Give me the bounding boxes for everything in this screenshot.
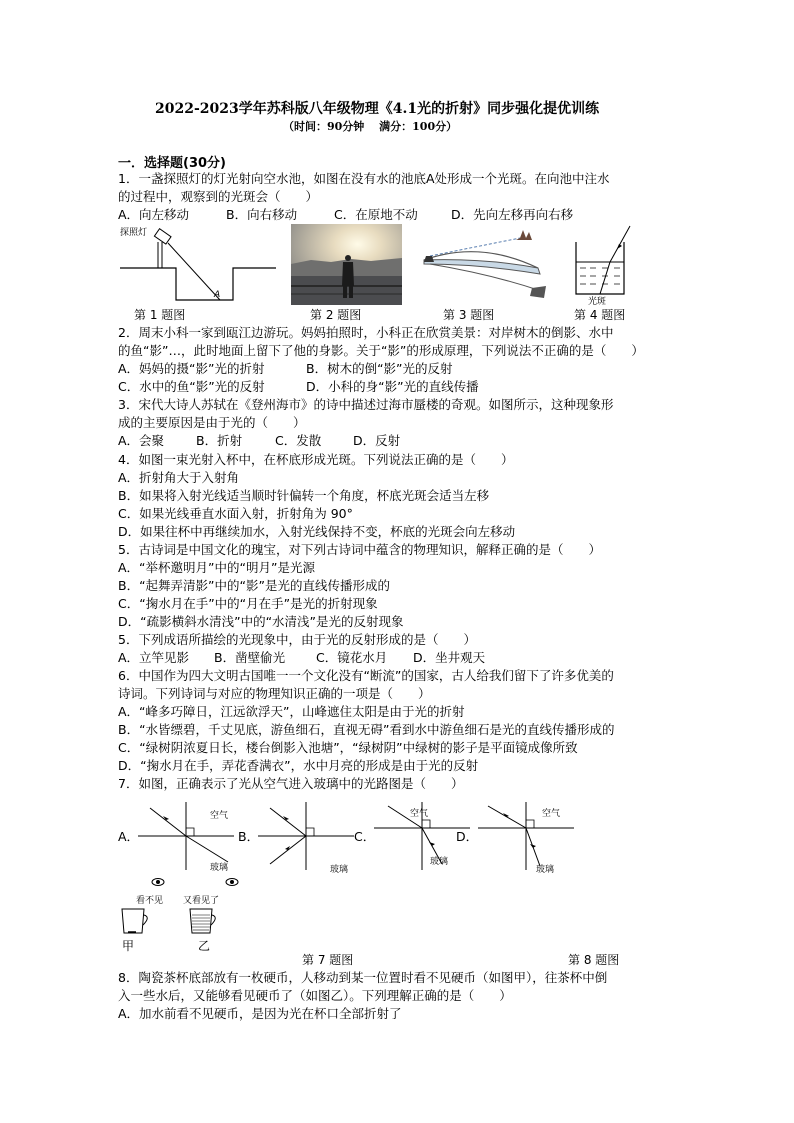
fig1-caption: 第 1 题图: [134, 308, 186, 322]
section-heading: 一．选择题(30分): [118, 156, 226, 171]
q3-option-c: C．发散: [275, 433, 322, 448]
q4-option-c: C．如果光线垂直水面入射，折射角为 90°: [118, 506, 353, 521]
q1-option-d: D．先向左移再向右移: [451, 207, 574, 222]
q3-line2: 成的主要原因是由于光的（ ）: [118, 415, 306, 430]
q3-line1: 3．宋代大诗人苏轼在《登州海市》的诗中描述过海市蜃楼的奇观。如图所示，这种现象形: [118, 397, 614, 412]
page-title: 2022-2023学年苏科版八年级物理《4.1光的折射》同步强化提优训练: [155, 101, 600, 117]
q6-option-b: B．“水皆缥碧，千丈见底，游鱼细石，直视无碍”看到水中游鱼细石是光的直线传播形成的: [118, 722, 615, 737]
q7-d-air-label: 空气: [542, 809, 561, 819]
q5a-option-b: B．“起舞弄清影”中的“影”是光的直线传播形成的: [118, 578, 390, 593]
q1-line1: 1．一盏探照灯的灯光射向空水池，如图在没有水的池底A处形成一个光斑。在向池中注水: [118, 171, 610, 186]
q4-option-b: B．如果将入射光线适当顺时针偏转一个角度，杯底光斑会适当左移: [118, 488, 490, 503]
q7-option-d-letter: D．: [456, 829, 479, 844]
fig7-caption: 第 7 题图: [302, 953, 354, 967]
q7-c-air-label: 空气: [410, 809, 429, 819]
q7-line1: 7．如图，正确表示了光从空气进入玻璃中的光路图是（ ）: [118, 776, 464, 791]
q5a-line1: 5．古诗词是中国文化的瑰宝，对下列古诗词中蕴含的物理知识，解释正确的是（ ）: [118, 542, 601, 557]
q5b-option-a: A．立竿见影: [118, 650, 190, 665]
q4-option-d: D．如果往杯中再继续加水，入射光线保持不变，杯底的光斑会向左移动: [118, 524, 516, 539]
q1-option-a: A．向左移动: [118, 207, 190, 222]
fig1-point-label: A: [214, 290, 221, 300]
q4-line1: 4．如图一束光射入杯中，在杯底形成光斑。下列说法正确的是（ ）: [118, 452, 514, 467]
q5b-line1: 5．下列成语所描绘的光现象中，由于光的反射形成的是（ ）: [118, 632, 476, 647]
fig1-pool-diagram: [118, 228, 278, 304]
q8-line2: 入一些水后，又能够看见硬币了（如图乙）。下列理解正确的是（ ）: [118, 988, 512, 1003]
fig4-caption: 第 4 题图: [574, 308, 626, 322]
q5b-option-d: D．坐井观天: [413, 650, 486, 665]
q3-option-a: A．会聚: [118, 433, 165, 448]
q2-option-a: A．妈妈的摄“影”光的折射: [118, 361, 265, 376]
fig8-cup-right-label: 乙: [198, 939, 211, 953]
q5a-option-a: A．“举杯邀明月”中的“明月”是光源: [118, 560, 315, 575]
q3-option-b: B．折射: [196, 433, 243, 448]
q3-option-d: D．反射: [353, 433, 401, 448]
q6-option-a: A．“峰多巧障日，江远欲浮天”，山峰遮住太阳是由于光的折射: [118, 704, 465, 719]
fig8-eye-right-icon: [224, 876, 240, 888]
fig1-lamp-label: 探照灯: [120, 228, 148, 238]
fig4-spot-label: 光斑: [588, 297, 607, 307]
q5b-option-c: C．镜花水月: [316, 650, 388, 665]
q6-option-d: D．“掬水月在手，弄花香满衣”，水中月亮的形成是由于光的反射: [118, 758, 479, 773]
q4-option-a: A．折射角大于入射角: [118, 470, 240, 485]
fig8-cup-left: [118, 907, 152, 937]
q7-a-air-label: 空气: [210, 811, 229, 821]
q5a-option-d: D．“疏影横斜水清浅”中的“水清浅”是光的反射现象: [118, 614, 404, 629]
fig8-cup-left-label: 甲: [122, 939, 135, 953]
q1-option-b: B．向右移动: [226, 207, 298, 222]
q7-diagram-d: [476, 800, 576, 872]
q8-option-a: A．加水前看不见硬币，是因为光在杯口全部折射了: [118, 1006, 402, 1021]
q6-line1: 6．中国作为四大文明古国唯一一个文化没有“断流”的国家，古人给我们留下了许多优美的: [118, 668, 614, 683]
q8-line1: 8．陶瓷茶杯底部放有一枚硬币，人移动到某一位置时看不见硬币（如图甲），往茶杯中倒: [118, 970, 608, 985]
fig2-photo: [291, 224, 402, 305]
q5a-option-c: C．“掬水月在手”中的“月在手”是光的折射现象: [118, 596, 378, 611]
q2-option-d: D．小科的身“影”光的直线传播: [306, 379, 479, 394]
fig4-cup-diagram: [572, 224, 634, 304]
fig8-caption: 第 8 题图: [568, 953, 620, 967]
q2-line1: 2．周末小科一家到瓯江边游玩。妈妈拍照时，小科正在欣赏美景：对岸树木的倒影、水中: [118, 325, 614, 340]
fig2-caption: 第 2 题图: [310, 308, 362, 322]
fig8-eye-left-icon: [150, 876, 166, 888]
fig3-mirage-diagram: [420, 228, 560, 304]
page-subtitle: （时间：90分钟 满分：100分）: [283, 120, 458, 133]
fig8-cup-right: [186, 907, 220, 937]
q7-option-b-letter: B．: [238, 829, 260, 844]
q6-option-c: C．“绿树阴浓夏日长，楼台倒影入池塘”，“绿树阴”中绿树的影子是平面镜成像所致: [118, 740, 578, 755]
fig8-label-left: 看不见: [136, 896, 164, 906]
q7-option-c-letter: C．: [354, 829, 376, 844]
q7-b-glass-label: 玻璃: [330, 865, 349, 875]
q2-option-c: C．水中的鱼“影”光的反射: [118, 379, 265, 394]
q6-line2: 诗词。下列诗词与对应的物理知识正确的一项是（ ）: [118, 686, 431, 701]
fig3-caption: 第 3 题图: [443, 308, 495, 322]
q7-a-glass-label: 玻璃: [210, 863, 229, 873]
q5b-option-b: B．凿壁偷光: [214, 650, 286, 665]
q7-option-a-letter: A．: [118, 829, 140, 844]
q2-line2: 的鱼“影”…，此时地面上留下了他的身影。关于“影”的形成原理，下列说法不正确的是（ ）: [118, 343, 644, 358]
q1-line2: 的过程中，观察到的光斑会（ ）: [118, 189, 319, 204]
q1-option-c: C．在原地不动: [334, 207, 418, 222]
q7-c-glass-label: 玻璃: [430, 857, 449, 867]
q2-option-b: B．树木的倒“影”光的反射: [306, 361, 453, 376]
fig8-label-right: 又看见了: [183, 896, 220, 906]
q7-d-glass-label: 玻璃: [536, 865, 555, 875]
